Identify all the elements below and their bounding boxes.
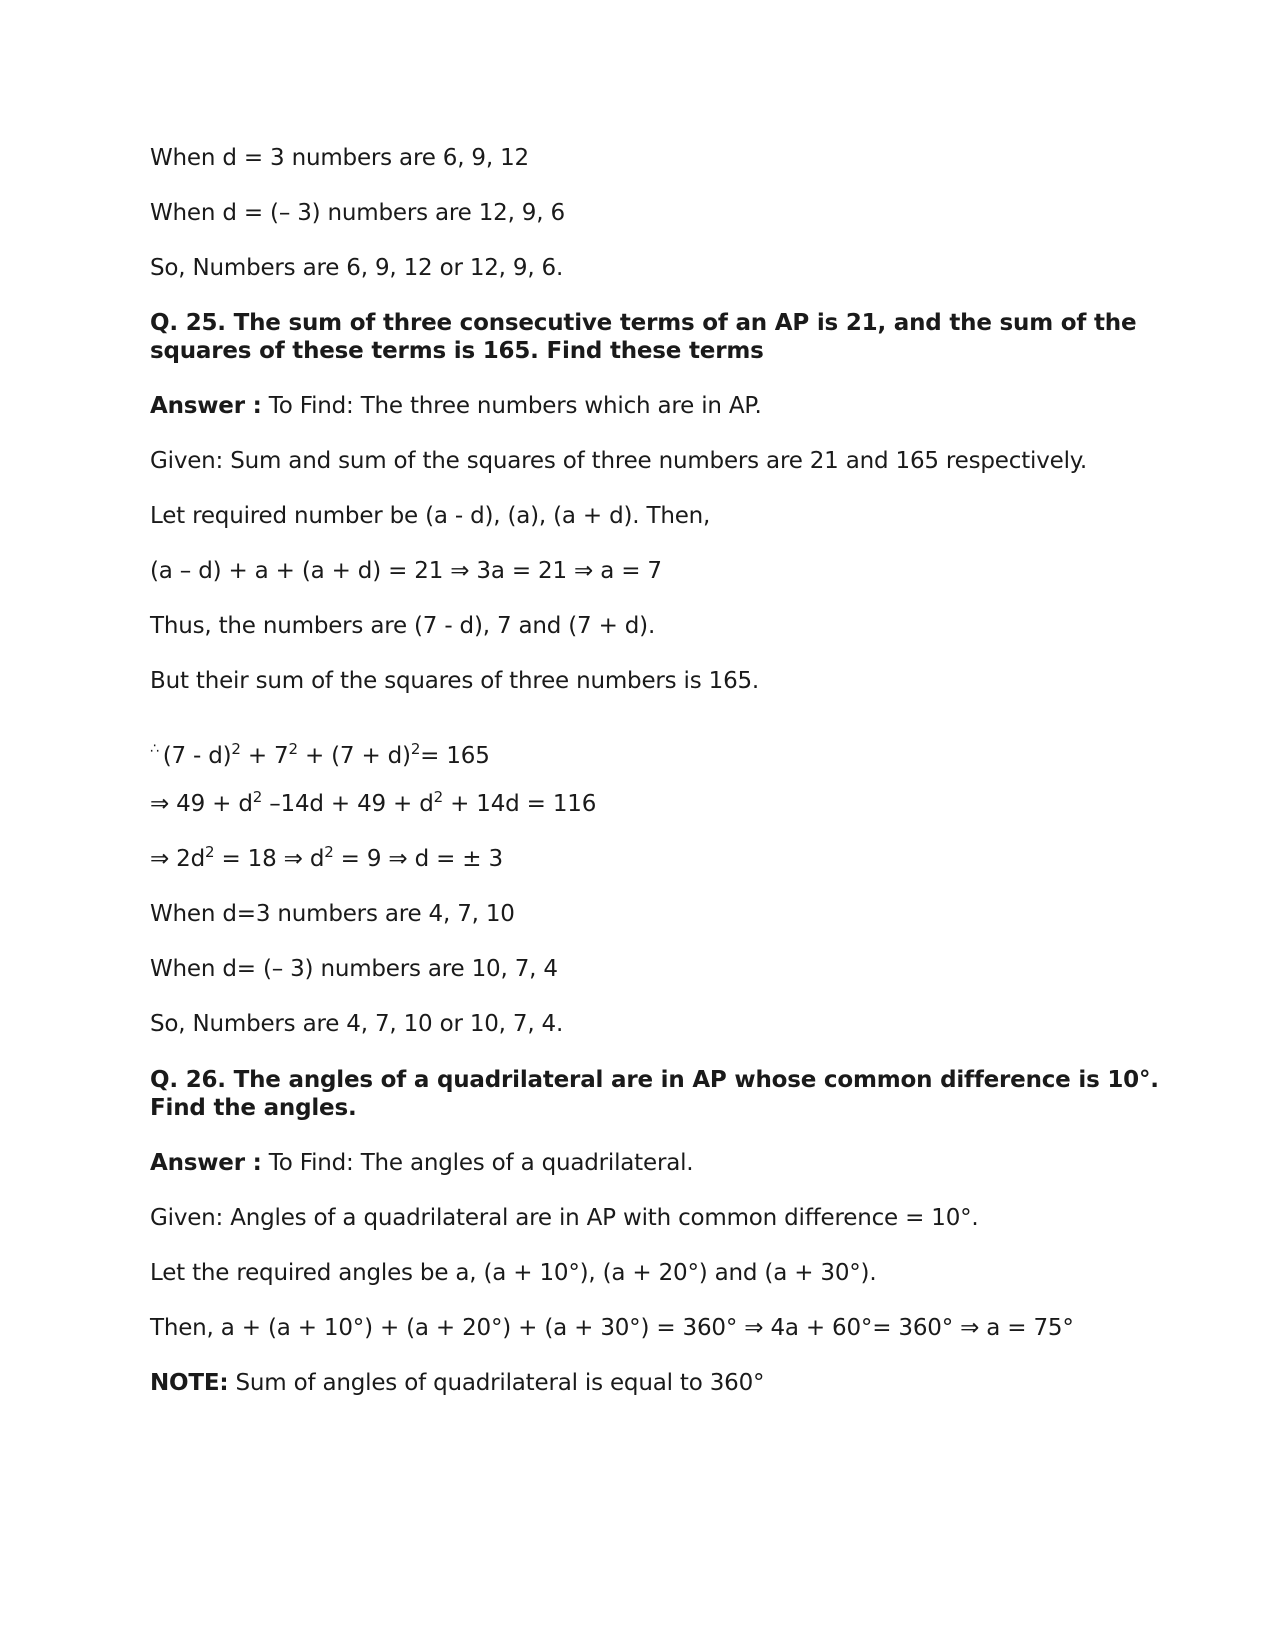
note-text: Sum of angles of quadrilateral is equal to 360° [228, 1370, 765, 1396]
note-label: NOTE: [150, 1370, 229, 1396]
answer-text: To Find: The angles of a quadrilateral. [261, 1150, 694, 1176]
therefore-symbol: ∴ [150, 741, 159, 757]
answer-text: To Find: The three numbers which are in AP. [261, 393, 762, 419]
let-line: Let required number be (a - d), (a), (a + d). Then, [150, 503, 711, 529]
math-text: ⇒ 49 + d [150, 791, 253, 817]
but-line: But their sum of the squares of three numbers is 165. [150, 668, 760, 694]
equation-line [150, 790, 596, 818]
given-line: Given: Angles of a quadrilateral are in AP with common difference = 10°. [150, 1205, 979, 1231]
note-line [150, 1369, 764, 1397]
superscript: 2 [410, 740, 421, 758]
superscript: 2 [205, 843, 215, 861]
superscript: 2 [288, 740, 298, 758]
text-line: So, Numbers are 6, 9, 12 or 12, 9, 6. [150, 255, 564, 281]
superscript: 2 [433, 788, 443, 806]
math-text: + (7 + d) [297, 743, 411, 769]
thus-line: Thus, the numbers are (7 - d), 7 and (7 + d). [150, 613, 656, 639]
text-line: When d = (– 3) numbers are 12, 9, 6 [150, 200, 565, 226]
text-line: So, Numbers are 4, 7, 10 or 10, 7, 4. [150, 1011, 564, 1037]
math-text: = 9 ⇒ d = ± 3 [333, 846, 503, 872]
text-line: When d = 3 numbers are 6, 9, 12 [150, 145, 529, 171]
superscript: 2 [231, 740, 241, 758]
answer-label: Answer : [150, 393, 262, 419]
superscript: 2 [324, 843, 334, 861]
math-text: (7 - d) [162, 743, 232, 769]
math-text: = 18 ⇒ d [214, 846, 325, 872]
given-line: Given: Sum and sum of the squares of three numbers are 21 and 165 respectively. [150, 448, 1088, 474]
math-text: + 14d = 116 [442, 791, 597, 817]
equation-line: (a – d) + a + (a + d) = 21 ⇒ 3a = 21 ⇒ a = 7 [150, 558, 662, 584]
let-line: Let the required angles be a, (a + 10°), (a + 20°) and (a + 30°). [150, 1260, 877, 1286]
question-25-title-line2: squares of these terms is 165. Find these terms [150, 338, 764, 364]
answer-label: Answer : [150, 1150, 262, 1176]
question-26-title-line1: Q. 26. The angles of a quadrilateral are in AP whose common difference is 10°. [150, 1067, 1159, 1093]
answer-line [150, 392, 762, 420]
equation-line: Then, a + (a + 10°) + (a + 20°) + (a + 30°) = 360° ⇒ 4a + 60°= 360° ⇒ a = 75° [150, 1315, 1074, 1341]
text-line: When d= (– 3) numbers are 10, 7, 4 [150, 956, 558, 982]
equation-line [150, 845, 503, 873]
superscript: 2 [252, 788, 263, 806]
math-text: + 7 [240, 743, 289, 769]
math-text: –14d + 49 + d [262, 791, 434, 817]
question-25-title-line1: Q. 25. The sum of three consecutive terms of an AP is 21, and the sum of the [150, 310, 1137, 336]
math-text: ⇒ 2d [150, 846, 206, 872]
equation-line [150, 735, 490, 770]
question-26-title-line2: Find the angles. [150, 1095, 357, 1121]
math-text: = 165 [420, 743, 490, 769]
text-line: When d=3 numbers are 4, 7, 10 [150, 901, 515, 927]
answer-line [150, 1149, 693, 1177]
